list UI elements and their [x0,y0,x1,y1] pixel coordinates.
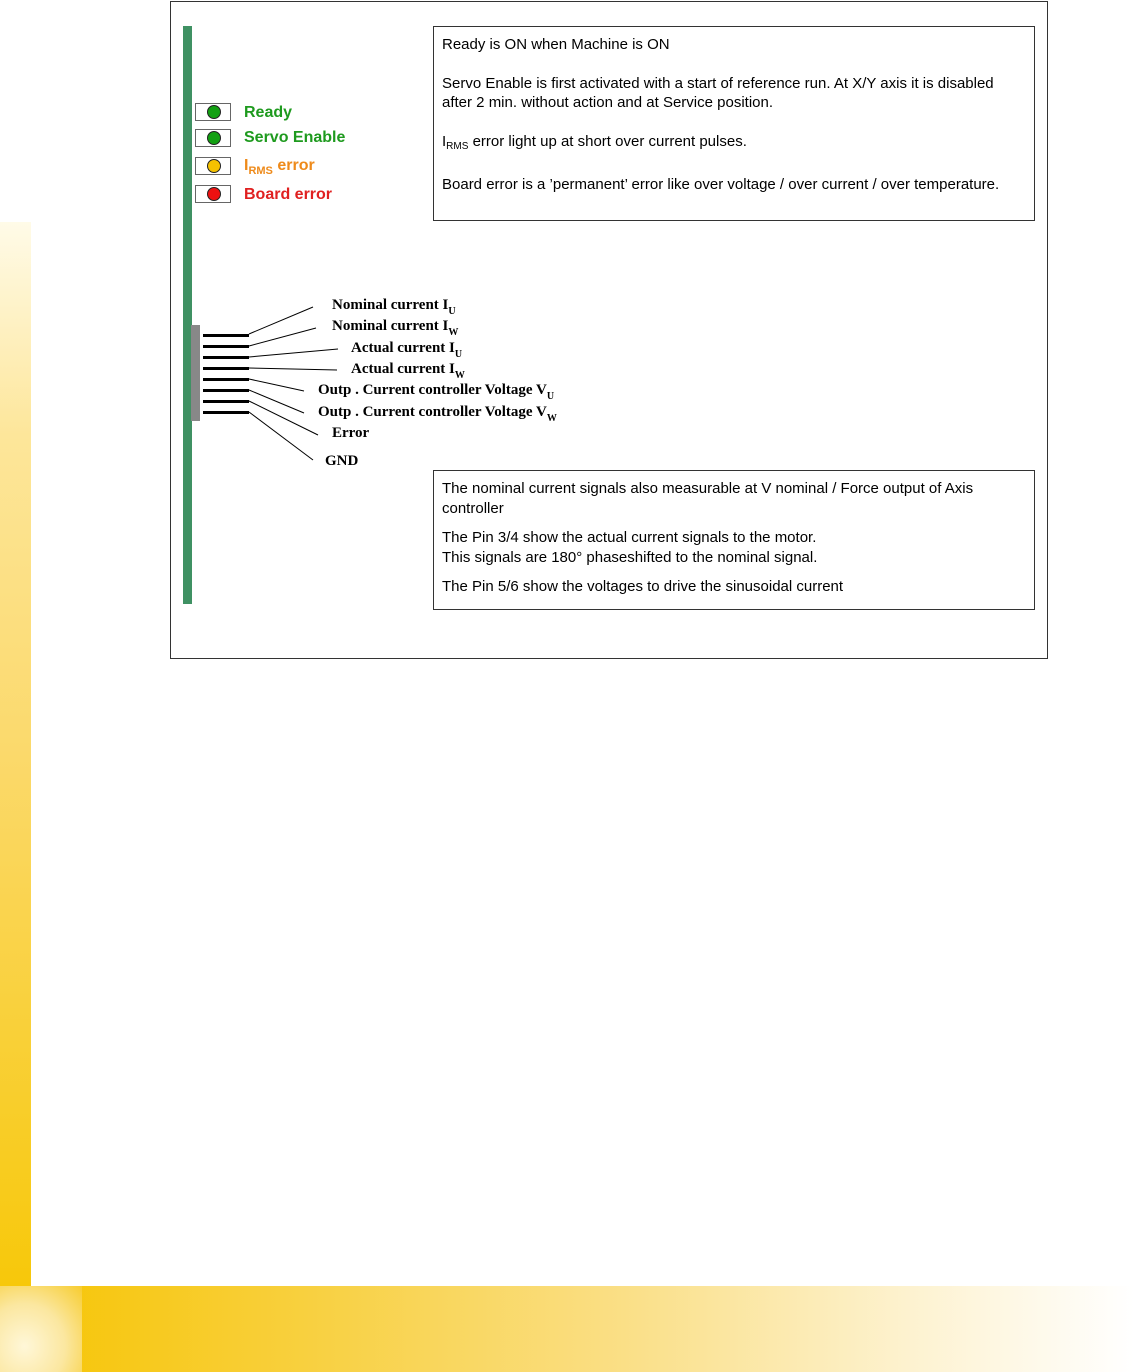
leader-1 [249,307,313,334]
signal-description-box [433,470,1035,610]
led-servo-enable-label: Servo Enable [244,129,346,146]
note-irms-error: $I_{RMS}$ error light up at short over current pulses. [442,132,747,152]
note-voltages: The Pin 5/6 show the voltages to drive the sinusoidal current [442,578,844,595]
leader-4 [249,368,337,370]
signal-label-7: Error [332,425,370,441]
leader-5 [249,379,304,391]
leader-8 [249,412,313,460]
signal-label-1: Nominal current $I_U$ [332,297,456,317]
leader-2 [249,328,316,346]
note-ready: Ready is ON when Machine is ON [442,36,670,53]
signal-label-2: Nominal current $I_W$ [332,318,459,338]
led-irms-error-label: $I_{RMS}$ error [244,157,315,177]
signal-label-4: Actual current $I_W$ [351,361,465,381]
signal-label-3: Actual current $I_U$ [351,340,463,360]
signal-label-8: GND [325,453,359,469]
signal-label-5: Outp . Current controller Voltage $V_U$ [318,382,555,402]
led-board-error-label: Board error [244,186,333,203]
note-servo-enable: Servo Enable is first activated with a start of reference run. At X/Y axis it is disabled after 2 min. without action and at Service position. [442,74,994,111]
note-phase-shift: This signals are 180° phaseshifted to the nominal signal. [442,548,818,566]
note-board-error: Board error is a ’permanent’ error like over voltage / over current / over temperature. [442,176,1000,193]
led-ready-label: Ready [244,104,293,121]
note-nominal-current: The nominal current signals also measurable at V nominal / Force output of Axis controller [442,480,974,517]
leader-6 [249,390,304,413]
leader-3 [249,349,338,357]
signal-label-6: Outp . Current controller Voltage $V_W$ [318,404,557,424]
leader-7 [249,401,318,435]
note-actual-current: The Pin 3/4 show the actual current signals to the motor. [442,529,817,546]
